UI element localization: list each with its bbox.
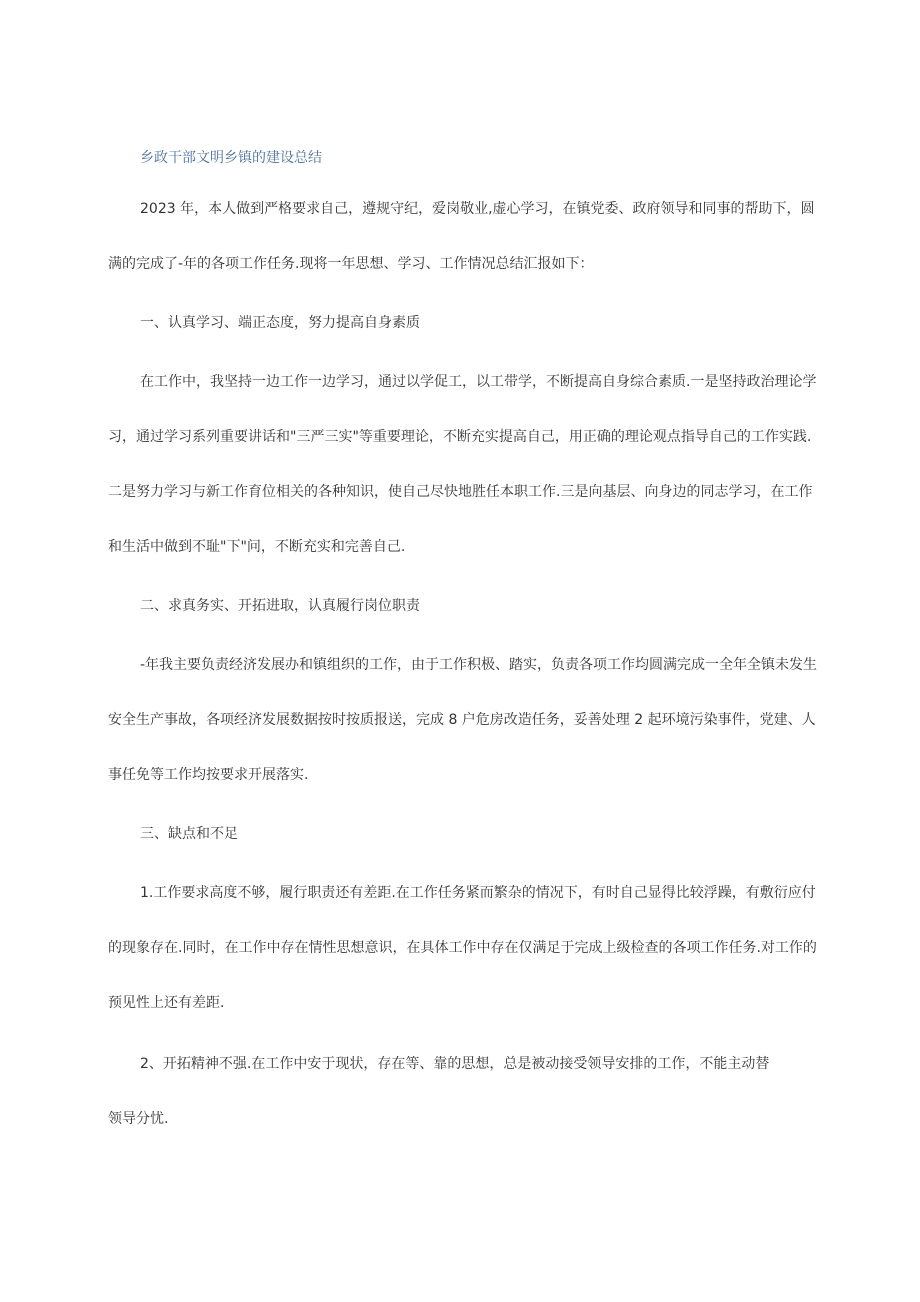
section-2-line-1: -年我主要负责经济发展办和镇组织的工作，由于工作积极、踏实，负责各项工作均圆满完成一全年全镇未发生 bbox=[140, 657, 818, 673]
spacer bbox=[108, 170, 813, 182]
section-2-heading: 二、求真务实、开拓进取，认真履行岗位职责 bbox=[140, 598, 420, 614]
intro-paragraph bbox=[108, 182, 813, 292]
section-2-paragraph bbox=[108, 638, 818, 803]
intro-line-1: 2023 年，本人做到严格要求自己，遵规守纪，爱岗敬业,虚心学习，在镇党委、政府领导和同事的帮助下，圆 bbox=[140, 201, 815, 217]
section-3-item-1-line-2: 的现象存在.同时，在工作中存在情性思想意识，在具体工作中存在仅满足于完成上级检查的各项工作任务.对工作的 bbox=[108, 940, 817, 956]
section-2-line-3: 事任免等工作均按要求开展落实. bbox=[108, 767, 309, 783]
section-2-line-2: 安全生产事故，各项经济发展数据按时按质报送，完成 8 户危房改造任务，妥善处理 2 起环境污染事件，党建、人 bbox=[108, 712, 816, 728]
section-3-item-2-line-1: 2、开拓精神不强.在工作中安于现状，存在等、靠的思想，总是被动接受领导安排的工作，不能主动替 bbox=[140, 1056, 770, 1072]
section-3-item-2 bbox=[108, 1037, 813, 1147]
section-3-item-1 bbox=[108, 866, 817, 1031]
section-3-item-1-line-3: 预见性上还有差距. bbox=[108, 995, 225, 1011]
section-1-heading: 一、认真学习、端正态度，努力提高自身素质 bbox=[140, 315, 420, 331]
section-3-item-1-line-1: 1.工作要求高度不够，履行职责还有差距.在工作任务紧而繁杂的情况下，有时自己显得比较浮躁，有敷衍应付 bbox=[140, 885, 816, 901]
section-3-heading: 三、缺点和不足 bbox=[140, 826, 238, 842]
section-1-paragraph bbox=[108, 355, 817, 575]
document-title: 乡政干部文明乡镇的建设总结 bbox=[140, 150, 322, 166]
section-3-item-2-line-2: 领导分忧. bbox=[108, 1111, 169, 1127]
intro-line-2: 满的完成了-年的各项工作任务.现将一年思想、学习、工作情况总结汇报如下： bbox=[108, 256, 594, 272]
section-1-line-1: 在工作中，我坚持一边工作一边学习，通过以学促工，以工带学，不断提高自身综合素质.一是坚持政治理论学 bbox=[140, 374, 817, 390]
section-1-line-4: 和生活中做到不耻"下"问，不断充实和完善自己. bbox=[108, 539, 406, 555]
section-1-line-2: 习，通过学习系列重要讲话和"三严三实"等重要理论，不断充实提高自己，用正确的理论观点指导自己的工作实践. bbox=[108, 429, 812, 445]
section-1-line-3: 二是努力学习与新工作育位相关的各种知识，使自己尽快地胜任本职工作.三是向基层、向身边的同志学习，在工作 bbox=[108, 484, 813, 500]
document-page bbox=[108, 146, 818, 1147]
